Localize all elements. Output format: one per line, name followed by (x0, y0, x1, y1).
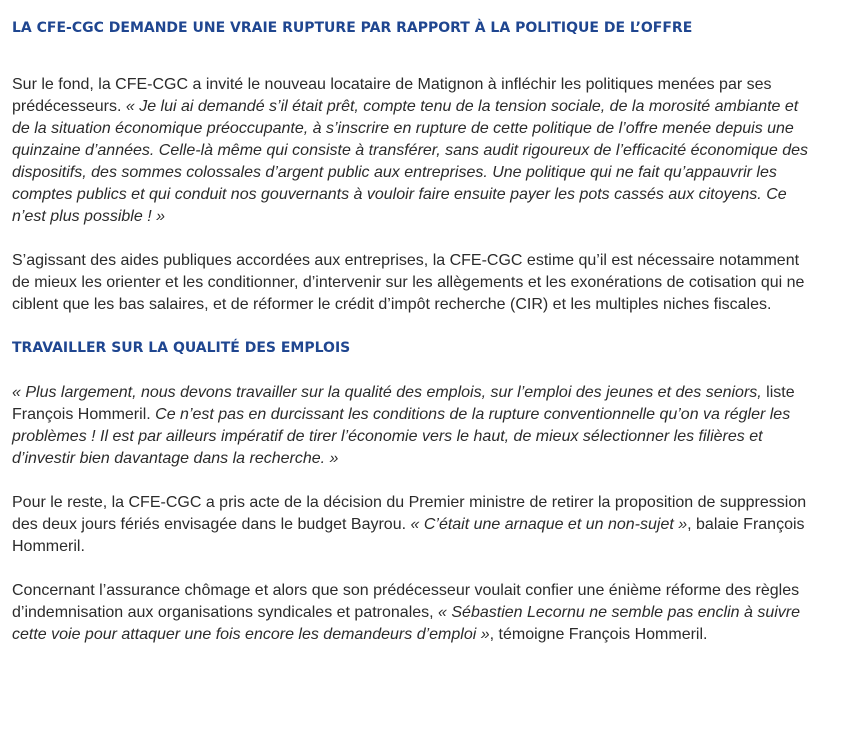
paragraph-jours-feries (12, 492, 808, 558)
quote-text: « Je lui ai demandé s’il était prêt, compte tenu de la tension sociale, de la morosité ambiante et de la situation économique préoccupante, à s’inscrire en rupture de cette politique de l’offre menée depuis une quinzaine d’années. Celle-là même qui consiste à transférer, sans audit rigoureux de l’efficacité économique des dispositifs, des sommes colossales d’argent public aux entreprises. Une politique qui ne fait qu’appauvrir les comptes publics et qui conduit nos gouvernants à vouloir faire ensuite payer les pots cassés aux citoyens. Ce n’est plus possible ! » (12, 98, 809, 225)
paragraph-text: liste François Hommeril. (12, 384, 795, 423)
paragraph-aides-publiques (12, 250, 808, 316)
section-heading-qualite-emplois: TRAVAILLER SUR LA QUALITÉ DES EMPLOIS (12, 340, 351, 356)
paragraph-text: , témoigne François Hommeril. (489, 626, 708, 643)
paragraph-fond (12, 74, 808, 228)
quote-text: « Sébastien Lecornu ne semble pas enclin à suivre cette voie pour attaquer une fois encore les demandeurs d’emploi » (12, 604, 801, 643)
paragraph-text: Pour le reste, la CFE-CGC a pris acte de la décision du Premier ministre de retirer la proposition de suppression des deux jours fériés envisagée dans le budget Bayrou. (12, 494, 807, 533)
paragraph-text: Concernant l’assurance chômage et alors que son prédécesseur voulait confier une énième réforme des règles d’indemnisation aux organisations syndicales et patronales, (12, 582, 800, 621)
quote-text: « C’était une arnaque et un non-sujet » (410, 516, 688, 533)
paragraph-text: Sur le fond, la CFE-CGC a invité le nouveau locataire de Matignon à infléchir les politiques menées par ses prédécesseurs. (12, 76, 772, 115)
paragraph-text: , balaie François Hommeril. (12, 516, 805, 555)
quote-text: « Plus largement, nous devons travailler sur la qualité des emplois, sur l’emploi des jeunes et des seniors, (12, 384, 762, 401)
section-heading-politique-offre: LA CFE-CGC DEMANDE UNE VRAIE RUPTURE PAR RAPPORT À LA POLITIQUE DE L’OFFRE (12, 20, 693, 36)
paragraph-text: S’agissant des aides publiques accordées aux entreprises, la CFE-CGC estime qu’il est nécessaire notamment de mieux les orienter et les conditionner, d’intervenir sur les allègements et les exonérations de cotisation qui ne ciblent que les bas salaires, et de réformer le crédit d’impôt recherche (CIR) et les multiples niches fiscales. (12, 252, 805, 313)
paragraph-qualite-emplois (12, 382, 808, 470)
quote-text: Ce n’est pas en durcissant les conditions de la rupture conventionnelle qu’on va régler les problèmes ! Il est par ailleurs impératif de tirer l’économie vers le haut, de mieux sélectionner les filières et d’investir bien davantage dans la recherche. » (12, 406, 791, 467)
paragraph-assurance-chomage (12, 580, 808, 646)
